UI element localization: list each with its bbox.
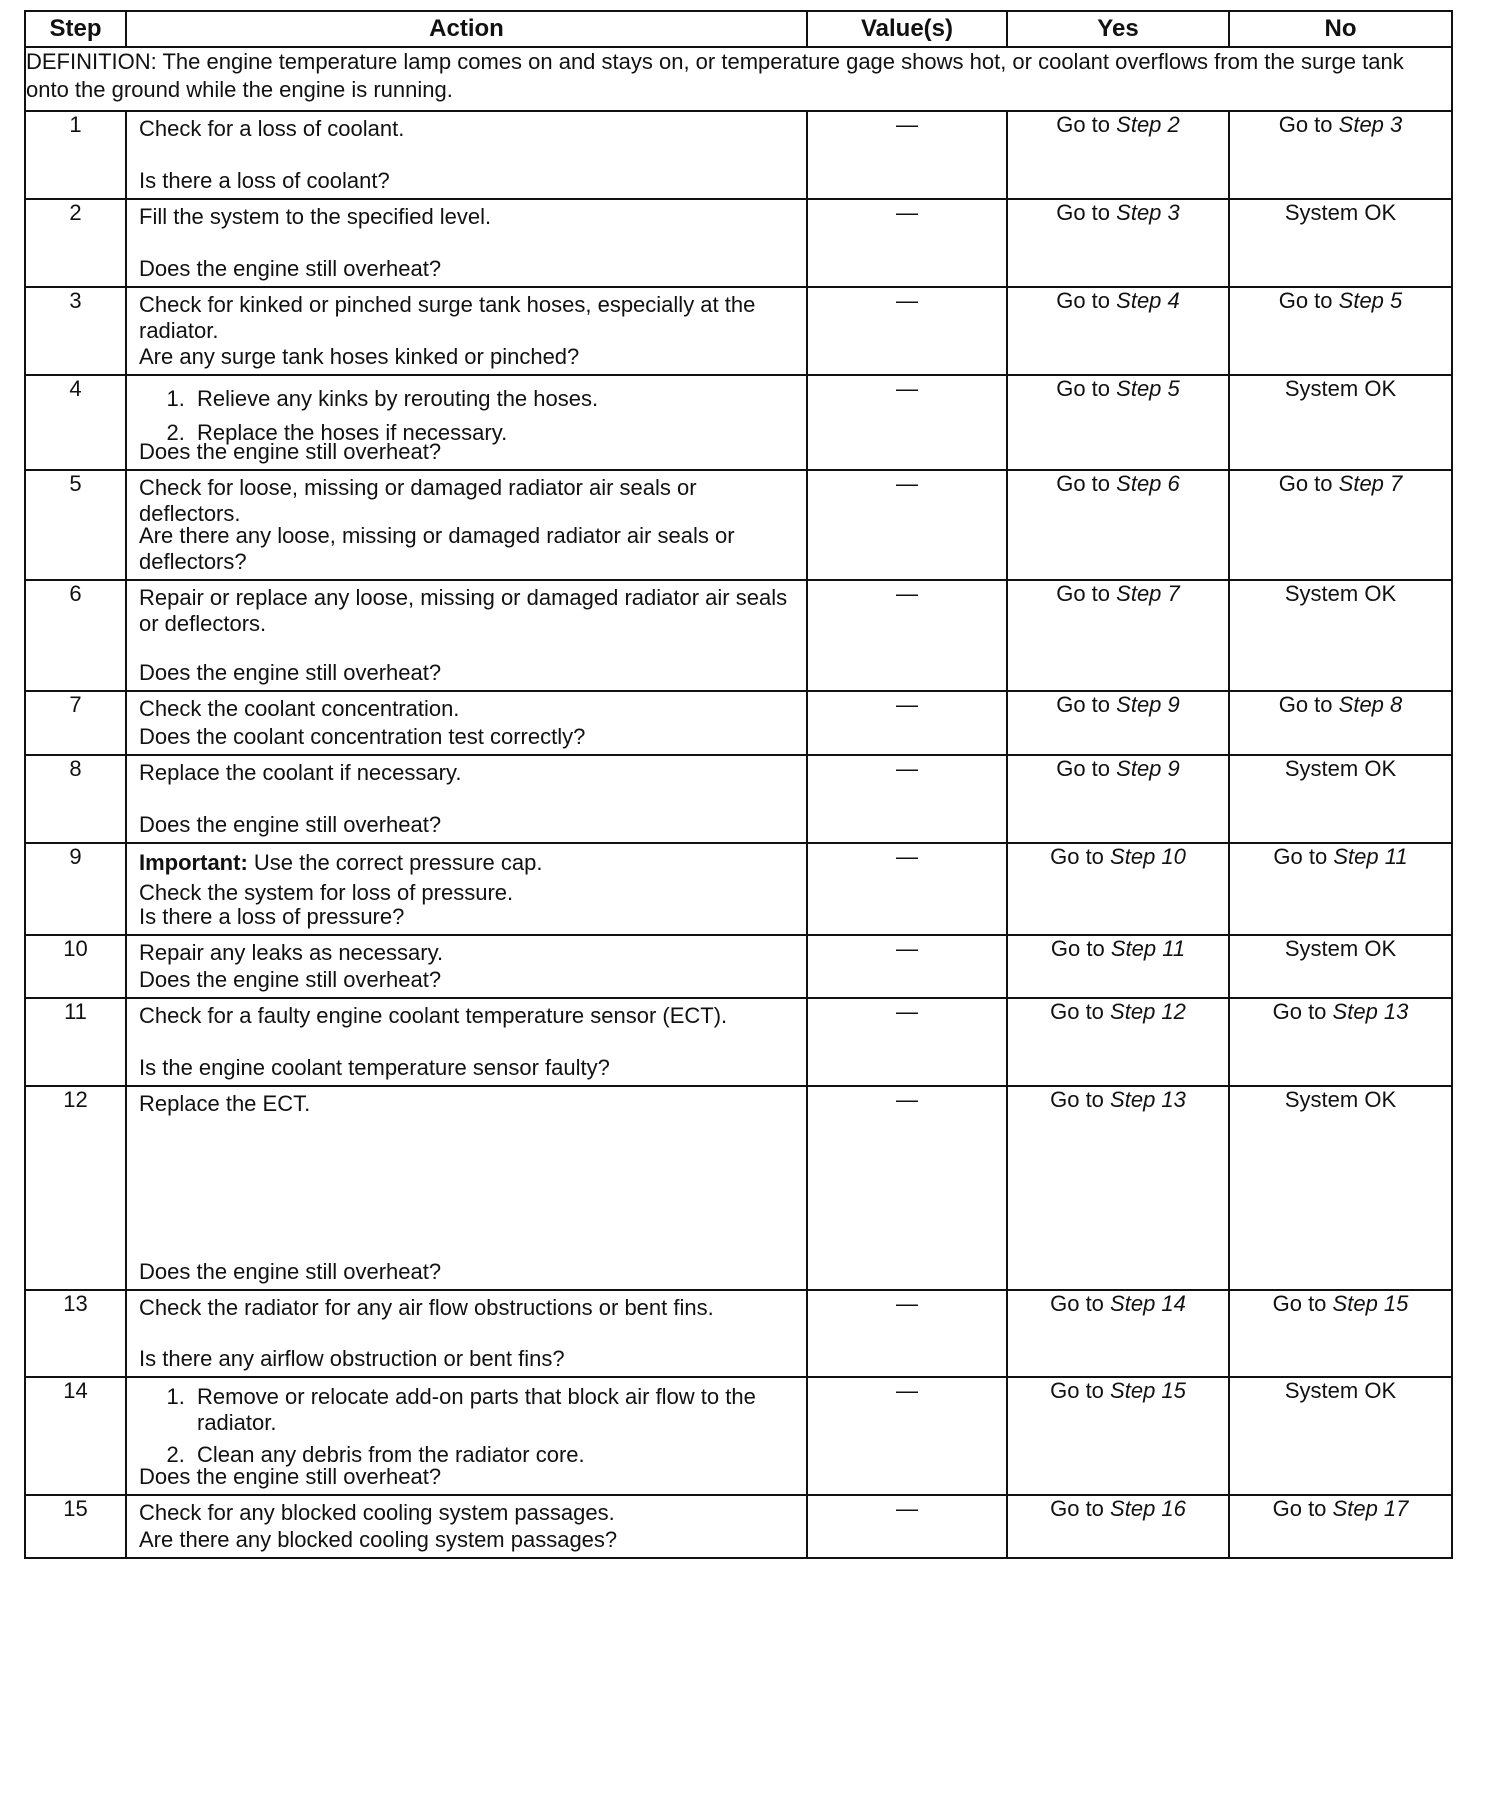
action-line: Check for kinked or pinched surge tank hoses, especially at the radiator.	[139, 292, 756, 343]
action-content	[127, 1087, 806, 1288]
step-reference: Step 6	[1116, 471, 1180, 496]
system-ok-label: System OK	[1284, 581, 1397, 606]
action-line: Check the coolant concentration.	[139, 696, 460, 721]
action-steps-list	[139, 1382, 796, 1468]
action-cell	[126, 199, 807, 287]
action-question: Does the coolant concentration test correctly?	[139, 724, 586, 749]
step-number: 6	[25, 580, 126, 691]
go-to-label: Go to	[1056, 471, 1111, 496]
action-cell	[126, 111, 807, 199]
no-result	[1229, 691, 1452, 755]
no-result	[1229, 935, 1452, 998]
step-reference: Step 7	[1338, 471, 1403, 496]
no-result	[1229, 470, 1452, 580]
value-cell: —	[807, 935, 1007, 998]
important-note	[139, 848, 796, 878]
action-content	[127, 756, 806, 841]
yes-result	[1007, 998, 1229, 1086]
no-result	[1229, 580, 1452, 691]
go-to-label: Go to	[1278, 112, 1333, 137]
step-reference: Step 3	[1338, 112, 1403, 137]
step-number: 3	[25, 287, 126, 375]
action-cell	[126, 470, 807, 580]
go-to-label: Go to	[1056, 692, 1111, 717]
system-ok-label: System OK	[1284, 756, 1397, 781]
step-number: 5	[25, 470, 126, 580]
value-cell: —	[807, 375, 1007, 470]
system-ok-label: System OK	[1284, 200, 1397, 225]
action-content	[127, 1378, 806, 1493]
action-cell	[126, 375, 807, 470]
table-row	[25, 111, 1452, 199]
table-row	[25, 199, 1452, 287]
action-instructions	[127, 692, 806, 722]
go-to-label: Go to	[1050, 999, 1104, 1024]
no-result	[1229, 287, 1452, 375]
step-number: 12	[25, 1086, 126, 1290]
table-row	[25, 375, 1452, 470]
action-question: Does the engine still overheat?	[139, 660, 442, 685]
step-reference: Step 2	[1116, 112, 1180, 137]
step-number: 8	[25, 755, 126, 843]
header-values: Value(s)	[807, 11, 1007, 47]
table-row	[25, 1086, 1452, 1290]
header-action: Action	[126, 11, 807, 47]
go-to-label: Go to	[1278, 471, 1333, 496]
yes-result	[1007, 1290, 1229, 1377]
system-ok-label: System OK	[1284, 936, 1397, 961]
value-cell: —	[807, 580, 1007, 691]
table-row	[25, 843, 1452, 935]
definition-text: DEFINITION: The engine temperature lamp comes on and stays on, or temperature gage shows hot, or coolant overflows from the surge tank onto the ground while the engine is running.	[25, 47, 1452, 111]
value-cell: —	[807, 755, 1007, 843]
table-row	[25, 755, 1452, 843]
no-result	[1229, 998, 1452, 1086]
action-instructions	[127, 112, 806, 142]
yes-result	[1007, 1377, 1229, 1495]
table-row	[25, 287, 1452, 375]
step-number: 10	[25, 935, 126, 998]
go-to-label: Go to	[1056, 376, 1111, 401]
action-instructions	[127, 581, 806, 637]
step-number: 7	[25, 691, 126, 755]
action-cell	[126, 755, 807, 843]
yes-result	[1007, 375, 1229, 470]
step-reference: Step 13	[1332, 999, 1409, 1024]
action-content	[127, 936, 806, 996]
step-number: 1	[25, 111, 126, 199]
go-to-label: Go to	[1273, 844, 1328, 869]
action-question: Does the engine still overheat?	[139, 256, 442, 281]
step-number: 2	[25, 199, 126, 287]
action-list-item: 2. Replace the hoses if necessary.	[191, 416, 796, 450]
go-to-label: Go to	[1272, 1496, 1327, 1521]
diagnostic-table	[24, 10, 1453, 1559]
action-cell	[126, 935, 807, 998]
system-ok-label: System OK	[1284, 1087, 1397, 1112]
action-line: Check the radiator for any air flow obstructions or bent fins.	[139, 1295, 714, 1320]
action-question: Are there any loose, missing or damaged radiator air seals or deflectors?	[139, 523, 735, 574]
action-question: Does the engine still overheat?	[139, 967, 442, 992]
go-to-label: Go to	[1272, 999, 1327, 1024]
action-cell	[126, 1086, 807, 1290]
value-cell: —	[807, 199, 1007, 287]
step-reference: Step 14	[1110, 1291, 1186, 1316]
step-reference: Step 13	[1110, 1087, 1186, 1112]
action-instructions	[127, 756, 806, 786]
action-list-item: 2. Clean any debris from the radiator core.	[191, 1442, 796, 1468]
no-result	[1229, 1495, 1452, 1558]
action-content	[127, 581, 806, 689]
action-question: Is there any airflow obstruction or bent fins?	[139, 1346, 565, 1371]
action-instructions	[127, 1087, 806, 1117]
action-instructions	[127, 936, 806, 966]
go-to-label: Go to	[1056, 288, 1111, 313]
no-result	[1229, 1086, 1452, 1290]
value-cell: —	[807, 843, 1007, 935]
yes-result	[1007, 287, 1229, 375]
step-number: 13	[25, 1290, 126, 1377]
no-result	[1229, 1377, 1452, 1495]
definition-row	[25, 47, 1452, 111]
action-content	[127, 844, 806, 933]
step-reference: Step 16	[1110, 1496, 1186, 1521]
yes-result	[1007, 1086, 1229, 1290]
action-question: Is there a loss of coolant?	[139, 168, 390, 193]
action-cell	[126, 998, 807, 1086]
system-ok-label: System OK	[1284, 1378, 1397, 1403]
yes-result	[1007, 199, 1229, 287]
no-result	[1229, 755, 1452, 843]
step-number: 14	[25, 1377, 126, 1495]
action-cell	[126, 843, 807, 935]
action-content	[127, 112, 806, 197]
action-question: Does the engine still overheat?	[139, 439, 442, 464]
step-reference: Step 9	[1116, 756, 1180, 781]
header-yes: Yes	[1007, 11, 1229, 47]
step-reference: Step 3	[1116, 200, 1180, 225]
table-row	[25, 935, 1452, 998]
action-instructions	[127, 288, 806, 344]
yes-result	[1007, 470, 1229, 580]
value-cell: —	[807, 470, 1007, 580]
yes-result	[1007, 1495, 1229, 1558]
header-no: No	[1229, 11, 1452, 47]
system-ok-label: System OK	[1284, 376, 1397, 401]
go-to-label: Go to	[1056, 112, 1111, 137]
step-reference: Step 5	[1338, 288, 1403, 313]
action-cell	[126, 1377, 807, 1495]
action-content	[127, 376, 806, 468]
value-cell: —	[807, 1086, 1007, 1290]
action-cell	[126, 691, 807, 755]
value-cell: —	[807, 1290, 1007, 1377]
action-content	[127, 999, 806, 1084]
action-question: Does the engine still overheat?	[139, 1464, 442, 1489]
step-reference: Step 17	[1332, 1496, 1409, 1521]
step-number: 15	[25, 1495, 126, 1558]
action-content	[127, 1291, 806, 1375]
action-line: Check for a loss of coolant.	[139, 116, 405, 141]
action-cell	[126, 580, 807, 691]
no-result	[1229, 375, 1452, 470]
action-line: Check for a faulty engine coolant temperature sensor (ECT).	[139, 1003, 728, 1028]
action-content	[127, 1496, 806, 1556]
step-reference: Step 15	[1332, 1291, 1409, 1316]
value-cell: —	[807, 691, 1007, 755]
value-cell: —	[807, 287, 1007, 375]
table-row	[25, 580, 1452, 691]
yes-result	[1007, 935, 1229, 998]
value-cell: —	[807, 111, 1007, 199]
go-to-label: Go to	[1272, 1291, 1327, 1316]
action-line: Check the system for loss of pressure.	[139, 880, 514, 905]
action-instructions	[127, 1291, 806, 1321]
go-to-label: Go to	[1050, 1087, 1104, 1112]
action-question: Is there a loss of pressure?	[139, 904, 405, 929]
action-instructions	[127, 200, 806, 230]
action-question: Does the engine still overheat?	[139, 812, 442, 837]
action-instructions	[127, 471, 806, 527]
step-reference: Step 12	[1110, 999, 1186, 1024]
go-to-label: Go to	[1050, 936, 1105, 961]
value-cell: —	[807, 1495, 1007, 1558]
action-cell	[126, 287, 807, 375]
step-reference: Step 11	[1333, 844, 1408, 869]
action-list-item: 1. Remove or relocate add-on parts that block air flow to the radiator.	[191, 1384, 796, 1436]
action-instructions	[127, 999, 806, 1029]
action-question: Is the engine coolant temperature sensor faulty?	[139, 1055, 610, 1080]
important-label: Important:	[139, 850, 248, 875]
no-result	[1229, 111, 1452, 199]
action-line: Repair any leaks as necessary.	[139, 940, 444, 965]
action-instructions	[127, 1378, 806, 1468]
go-to-label: Go to	[1050, 1496, 1104, 1521]
action-list-item: 1. Relieve any kinks by rerouting the hoses.	[191, 382, 796, 416]
yes-result	[1007, 111, 1229, 199]
action-line: Replace the ECT.	[139, 1091, 311, 1116]
value-cell: —	[807, 998, 1007, 1086]
go-to-label: Go to	[1050, 1378, 1104, 1403]
yes-result	[1007, 691, 1229, 755]
step-reference: Step 11	[1110, 936, 1186, 961]
action-content	[127, 288, 806, 373]
go-to-label: Go to	[1056, 756, 1111, 781]
table-row	[25, 1290, 1452, 1377]
action-content	[127, 200, 806, 285]
action-question: Are there any blocked cooling system passages?	[139, 1527, 618, 1552]
value-cell: —	[807, 1377, 1007, 1495]
no-result	[1229, 199, 1452, 287]
action-line: Repair or replace any loose, missing or damaged radiator air seals or deflectors.	[139, 585, 788, 636]
action-line: Check for any blocked cooling system passages.	[139, 1500, 615, 1525]
step-reference: Step 8	[1338, 692, 1403, 717]
action-line: Check for loose, missing or damaged radiator air seals or deflectors.	[139, 475, 697, 526]
action-instructions	[127, 844, 806, 908]
step-number: 9	[25, 843, 126, 935]
table-row	[25, 1495, 1452, 1558]
step-reference: Step 10	[1110, 844, 1186, 869]
go-to-label: Go to	[1056, 200, 1111, 225]
action-cell	[126, 1290, 807, 1377]
table-row	[25, 1377, 1452, 1495]
action-question: Are any surge tank hoses kinked or pinched?	[139, 344, 580, 369]
step-reference: Step 4	[1116, 288, 1180, 313]
go-to-label: Go to	[1056, 581, 1111, 606]
go-to-label: Go to	[1278, 288, 1333, 313]
go-to-label: Go to	[1050, 1291, 1104, 1316]
yes-result	[1007, 755, 1229, 843]
no-result	[1229, 843, 1452, 935]
step-number: 4	[25, 375, 126, 470]
step-reference: Step 9	[1116, 692, 1180, 717]
go-to-label: Go to	[1278, 692, 1333, 717]
table-row	[25, 691, 1452, 755]
action-content	[127, 471, 806, 578]
action-line: Replace the coolant if necessary.	[139, 760, 462, 785]
important-text: Use the correct pressure cap.	[247, 850, 543, 875]
action-cell	[126, 1495, 807, 1558]
go-to-label: Go to	[1050, 844, 1104, 869]
no-result	[1229, 1290, 1452, 1377]
header-row	[25, 11, 1452, 47]
action-instructions	[127, 1496, 806, 1526]
table-row	[25, 470, 1452, 580]
step-reference: Step 15	[1110, 1378, 1186, 1403]
step-number: 11	[25, 998, 126, 1086]
yes-result	[1007, 580, 1229, 691]
action-question: Does the engine still overheat?	[139, 1259, 442, 1284]
step-reference: Step 5	[1116, 376, 1180, 401]
table-row	[25, 998, 1452, 1086]
header-step: Step	[25, 11, 126, 47]
action-line: Fill the system to the specified level.	[139, 204, 492, 229]
yes-result	[1007, 843, 1229, 935]
step-reference: Step 7	[1116, 581, 1180, 606]
action-content	[127, 692, 806, 753]
